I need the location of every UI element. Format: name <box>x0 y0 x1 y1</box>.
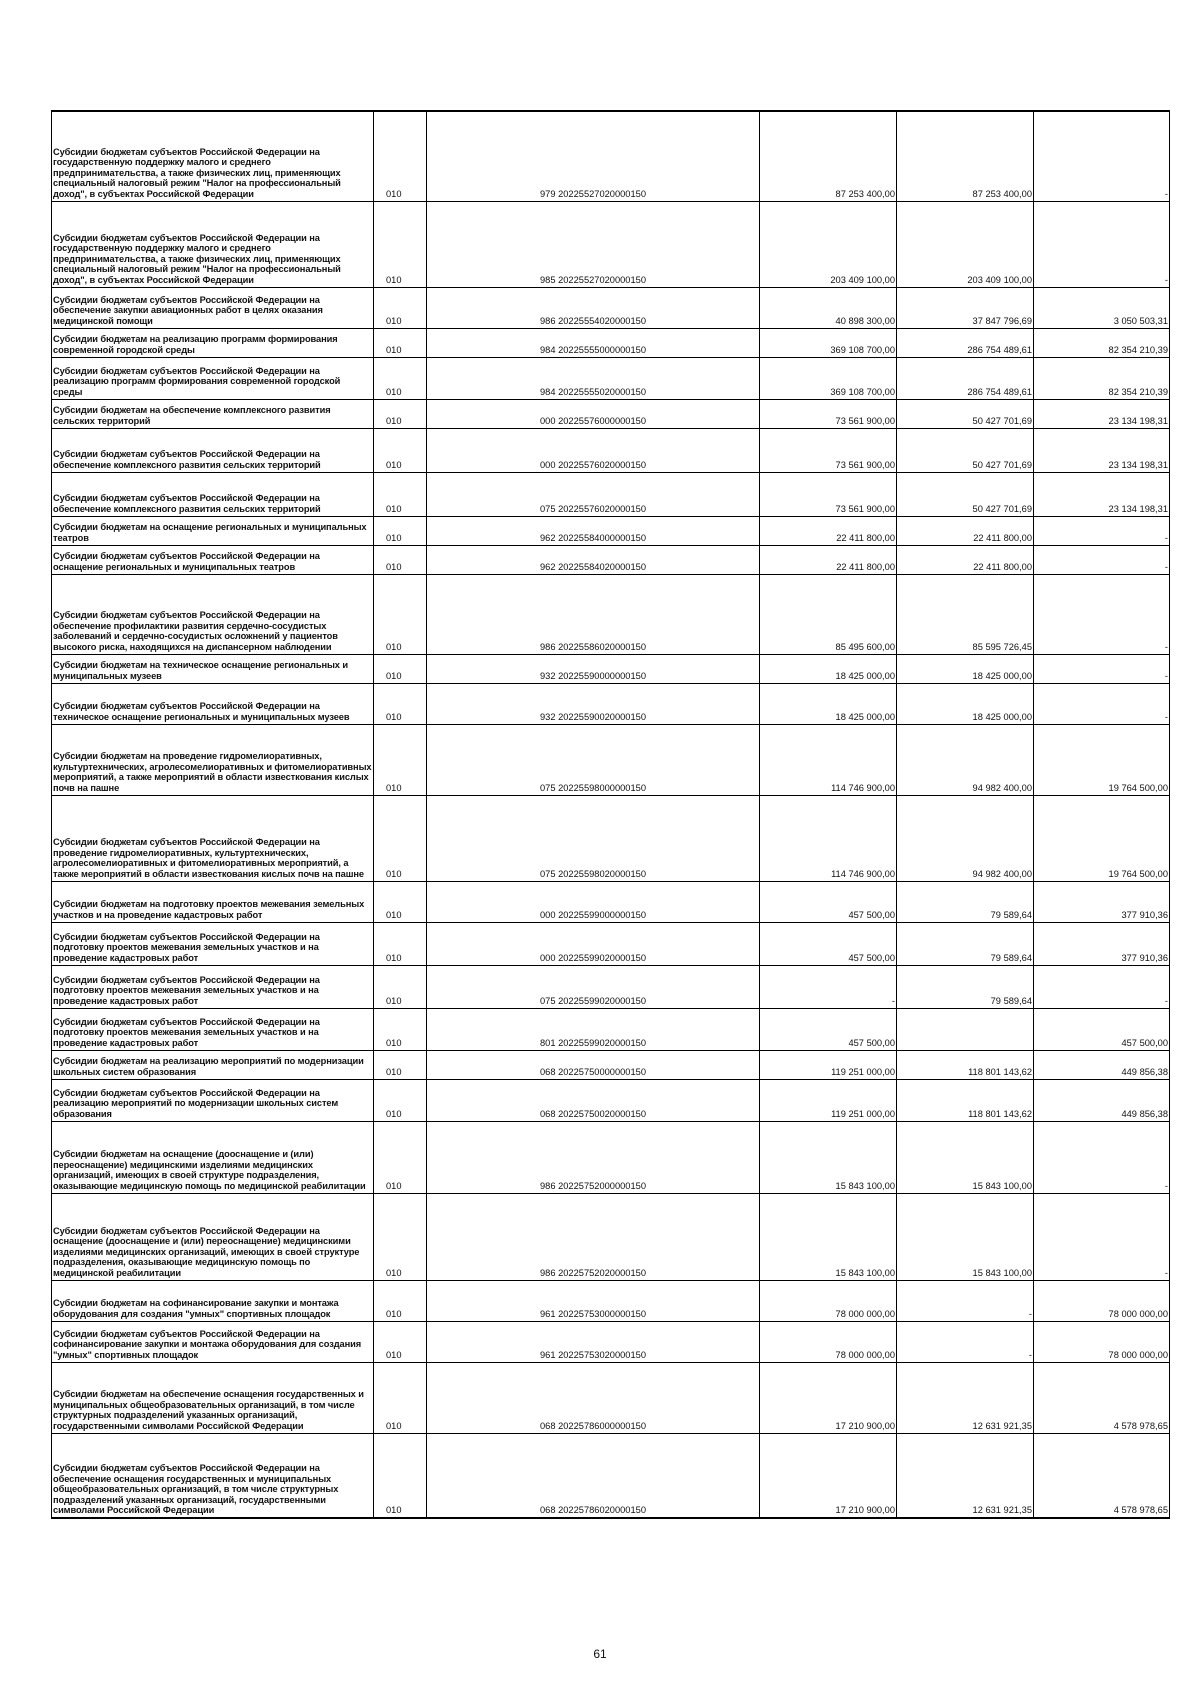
row-description: Субсидии бюджетам на обеспечение комплексного развития сельских территорий <box>52 399 374 428</box>
row-executed-amount <box>897 1008 1034 1050</box>
row-executed-amount: 22 411 800,00 <box>897 516 1034 545</box>
row-unexecuted-amount: - <box>1034 1121 1170 1193</box>
row-unexecuted-amount: - <box>1034 574 1170 654</box>
row-unexecuted-amount: 78 000 000,00 <box>1034 1321 1170 1362</box>
row-description: Субсидии бюджетам субъектов Российской Федерации на обеспечение комплексного развития сельских территорий <box>52 472 374 516</box>
row-description: Субсидии бюджетам субъектов Российской Федерации на обеспечение закупки авиационных работ в целях оказания медицинской помощи <box>52 287 374 328</box>
table-row <box>52 965 1170 1008</box>
row-approved-amount: 22 411 800,00 <box>760 545 897 574</box>
table-row <box>52 328 1170 357</box>
table-row <box>52 1008 1170 1050</box>
row-executed-amount: 94 982 400,00 <box>897 724 1034 795</box>
table-row <box>52 724 1170 795</box>
page-number: 61 <box>593 1647 607 1661</box>
table-row <box>52 399 1170 428</box>
row-description: Субсидии бюджетам субъектов Российской Федерации на подготовку проектов межевания земельных участков и на проведение кадастровых работ <box>52 965 374 1008</box>
row-executed-amount: 286 754 489,61 <box>897 328 1034 357</box>
row-unexecuted-amount: 377 910,36 <box>1034 922 1170 965</box>
row-executed-amount: 15 843 100,00 <box>897 1121 1034 1193</box>
row-budget-code: 986 20225554020000150 <box>427 287 760 328</box>
row-line-code: 010 <box>374 545 427 574</box>
row-description: Субсидии бюджетам субъектов Российской Федерации на государственную поддержку малого и среднего предпринимательства, а также физических лиц, применяющих специальный налоговый режим "Налог на профессиональный доход", в субъектах Российской Федерации <box>52 111 374 201</box>
row-line-code: 010 <box>374 328 427 357</box>
row-line-code: 010 <box>374 574 427 654</box>
row-executed-amount: 94 982 400,00 <box>897 795 1034 881</box>
row-budget-code: 985 20225527020000150 <box>427 201 760 287</box>
row-unexecuted-amount: 457 500,00 <box>1034 1008 1170 1050</box>
row-approved-amount: 15 843 100,00 <box>760 1193 897 1280</box>
row-budget-code: 962 20225584020000150 <box>427 545 760 574</box>
row-approved-amount: 457 500,00 <box>760 922 897 965</box>
row-approved-amount: 78 000 000,00 <box>760 1321 897 1362</box>
row-description: Субсидии бюджетам на проведение гидромелиоративных, культуртехнических, агролесомелиоративных и фитомелиоративных мероприятий, а также мероприятий в области известкования кислых почв на пашне <box>52 724 374 795</box>
row-executed-amount: 118 801 143,62 <box>897 1079 1034 1121</box>
row-executed-amount: 12 631 921,35 <box>897 1433 1034 1518</box>
table-row <box>52 357 1170 399</box>
row-approved-amount: 73 561 900,00 <box>760 399 897 428</box>
table-row <box>52 1433 1170 1518</box>
row-line-code: 010 <box>374 472 427 516</box>
row-unexecuted-amount: 82 354 210,39 <box>1034 357 1170 399</box>
row-line-code: 010 <box>374 1362 427 1433</box>
row-budget-code: 075 20225598000000150 <box>427 724 760 795</box>
row-approved-amount: 457 500,00 <box>760 881 897 922</box>
row-approved-amount: 73 561 900,00 <box>760 472 897 516</box>
table-row <box>52 1050 1170 1079</box>
row-approved-amount: 85 495 600,00 <box>760 574 897 654</box>
table-row <box>52 1193 1170 1280</box>
table-row <box>52 881 1170 922</box>
table-row <box>52 428 1170 472</box>
row-description: Субсидии бюджетам на софинансирование закупки и монтажа оборудования для создания "умных" спортивных площадок <box>52 1280 374 1321</box>
row-unexecuted-amount: - <box>1034 654 1170 683</box>
row-approved-amount: 22 411 800,00 <box>760 516 897 545</box>
row-description: Субсидии бюджетам субъектов Российской Федерации на оснащение региональных и муниципальных театров <box>52 545 374 574</box>
row-unexecuted-amount: 78 000 000,00 <box>1034 1280 1170 1321</box>
row-executed-amount: 79 589,64 <box>897 965 1034 1008</box>
row-line-code: 010 <box>374 1280 427 1321</box>
row-approved-amount: 457 500,00 <box>760 1008 897 1050</box>
row-description: Субсидии бюджетам субъектов Российской Федерации на обеспечение комплексного развития сельских территорий <box>52 428 374 472</box>
row-executed-amount: - <box>897 1280 1034 1321</box>
row-description: Субсидии бюджетам субъектов Российской Федерации на реализацию мероприятий по модернизации школьных систем образования <box>52 1079 374 1121</box>
row-approved-amount: 73 561 900,00 <box>760 428 897 472</box>
table-row <box>52 1121 1170 1193</box>
row-approved-amount: 40 898 300,00 <box>760 287 897 328</box>
row-unexecuted-amount: - <box>1034 111 1170 201</box>
row-description: Субсидии бюджетам на подготовку проектов межевания земельных участков и на проведение кадастровых работ <box>52 881 374 922</box>
row-description: Субсидии бюджетам субъектов Российской Федерации на государственную поддержку малого и среднего предпринимательства, а также физических лиц, применяющих специальный налоговый режим "Налог на профессиональный доход", в субъектах Российской Федерации <box>52 201 374 287</box>
row-line-code: 010 <box>374 516 427 545</box>
row-unexecuted-amount: - <box>1034 545 1170 574</box>
row-approved-amount: 18 425 000,00 <box>760 654 897 683</box>
row-budget-code: 986 20225752000000150 <box>427 1121 760 1193</box>
row-unexecuted-amount: - <box>1034 965 1170 1008</box>
row-line-code: 010 <box>374 399 427 428</box>
row-unexecuted-amount: - <box>1034 683 1170 724</box>
row-budget-code: 932 20225590000000150 <box>427 654 760 683</box>
table-body <box>52 111 1170 1518</box>
row-budget-code: 068 20225786020000150 <box>427 1433 760 1518</box>
row-line-code: 010 <box>374 724 427 795</box>
row-executed-amount: 118 801 143,62 <box>897 1050 1034 1079</box>
row-unexecuted-amount: 23 134 198,31 <box>1034 472 1170 516</box>
row-line-code: 010 <box>374 881 427 922</box>
table-row <box>52 1362 1170 1433</box>
row-executed-amount: 50 427 701,69 <box>897 428 1034 472</box>
table-row <box>52 1321 1170 1362</box>
row-budget-code: 986 20225752020000150 <box>427 1193 760 1280</box>
row-line-code: 010 <box>374 965 427 1008</box>
table-row <box>52 1280 1170 1321</box>
row-unexecuted-amount: - <box>1034 201 1170 287</box>
row-description: Субсидии бюджетам субъектов Российской Федерации на софинансирование закупки и монтажа оборудования для создания "умных" спортивных площадок <box>52 1321 374 1362</box>
row-approved-amount: 369 108 700,00 <box>760 357 897 399</box>
row-budget-code: 801 20225599020000150 <box>427 1008 760 1050</box>
table-row <box>52 516 1170 545</box>
row-budget-code: 984 20225555000000150 <box>427 328 760 357</box>
row-unexecuted-amount: 4 578 978,65 <box>1034 1362 1170 1433</box>
row-approved-amount: 203 409 100,00 <box>760 201 897 287</box>
row-line-code: 010 <box>374 1050 427 1079</box>
row-budget-code: 932 20225590020000150 <box>427 683 760 724</box>
row-executed-amount: 12 631 921,35 <box>897 1362 1034 1433</box>
row-budget-code: 068 20225750020000150 <box>427 1079 760 1121</box>
row-description: Субсидии бюджетам на реализацию мероприятий по модернизации школьных систем образования <box>52 1050 374 1079</box>
row-line-code: 010 <box>374 1193 427 1280</box>
row-unexecuted-amount: - <box>1034 1193 1170 1280</box>
row-approved-amount: 78 000 000,00 <box>760 1280 897 1321</box>
row-budget-code: 068 20225786000000150 <box>427 1362 760 1433</box>
row-line-code: 010 <box>374 654 427 683</box>
row-executed-amount: 18 425 000,00 <box>897 683 1034 724</box>
row-unexecuted-amount: 19 764 500,00 <box>1034 724 1170 795</box>
row-executed-amount: 22 411 800,00 <box>897 545 1034 574</box>
row-description: Субсидии бюджетам на техническое оснащение региональных и муниципальных музеев <box>52 654 374 683</box>
row-line-code: 010 <box>374 428 427 472</box>
row-unexecuted-amount: 449 856,38 <box>1034 1079 1170 1121</box>
row-approved-amount: 18 425 000,00 <box>760 683 897 724</box>
row-description: Субсидии бюджетам на оснащение региональных и муниципальных театров <box>52 516 374 545</box>
row-approved-amount: 17 210 900,00 <box>760 1433 897 1518</box>
table-row <box>52 201 1170 287</box>
row-executed-amount: 18 425 000,00 <box>897 654 1034 683</box>
row-budget-code: 000 20225576000000150 <box>427 399 760 428</box>
row-unexecuted-amount: 377 910,36 <box>1034 881 1170 922</box>
table-row <box>52 922 1170 965</box>
row-budget-code: 962 20225584000000150 <box>427 516 760 545</box>
row-budget-code: 000 20225599000000150 <box>427 881 760 922</box>
table-row <box>52 795 1170 881</box>
row-unexecuted-amount: 23 134 198,31 <box>1034 428 1170 472</box>
row-unexecuted-amount: 19 764 500,00 <box>1034 795 1170 881</box>
row-approved-amount: 369 108 700,00 <box>760 328 897 357</box>
row-line-code: 010 <box>374 287 427 328</box>
budget-table <box>51 110 1170 1519</box>
table-row <box>52 111 1170 201</box>
row-budget-code: 986 20225586020000150 <box>427 574 760 654</box>
row-unexecuted-amount: 3 050 503,31 <box>1034 287 1170 328</box>
row-executed-amount: 37 847 796,69 <box>897 287 1034 328</box>
table-row <box>52 287 1170 328</box>
row-executed-amount: - <box>897 1321 1034 1362</box>
table-row <box>52 654 1170 683</box>
row-description: Субсидии бюджетам субъектов Российской Федерации на проведение гидромелиоративных, культуртехнических, агролесомелиоративных и фитомелиоративных мероприятий, а также мероприятий в области известкования кислых почв на пашне <box>52 795 374 881</box>
row-line-code: 010 <box>374 1008 427 1050</box>
row-unexecuted-amount: - <box>1034 516 1170 545</box>
row-approved-amount: - <box>760 965 897 1008</box>
row-unexecuted-amount: 82 354 210,39 <box>1034 328 1170 357</box>
row-executed-amount: 85 595 726,45 <box>897 574 1034 654</box>
row-description: Субсидии бюджетам на оснащение (дооснащение и (или) переоснащение) медицинскими изделиями медицинских организаций, имеющих в своей структуре подразделения, оказывающие медицинскую помощь по медицинской реабилитации <box>52 1121 374 1193</box>
row-line-code: 010 <box>374 111 427 201</box>
row-executed-amount: 286 754 489,61 <box>897 357 1034 399</box>
row-budget-code: 075 20225598020000150 <box>427 795 760 881</box>
row-line-code: 010 <box>374 1079 427 1121</box>
row-budget-code: 979 20225527020000150 <box>427 111 760 201</box>
row-executed-amount: 87 253 400,00 <box>897 111 1034 201</box>
table-row <box>52 545 1170 574</box>
table-row <box>52 574 1170 654</box>
row-description: Субсидии бюджетам субъектов Российской Федерации на обеспечение профилактики развития сердечно-сосудистых заболеваний и сердечно-сосудистых осложнений у пациентов высокого риска, находящихся на диспансерном наблюдении <box>52 574 374 654</box>
row-budget-code: 068 20225750000000150 <box>427 1050 760 1079</box>
row-budget-code: 984 20225555020000150 <box>427 357 760 399</box>
row-unexecuted-amount: 449 856,38 <box>1034 1050 1170 1079</box>
row-description: Субсидии бюджетам субъектов Российской Федерации на реализацию программ формирования современной городской среды <box>52 357 374 399</box>
row-budget-code: 961 20225753000000150 <box>427 1280 760 1321</box>
row-line-code: 010 <box>374 201 427 287</box>
row-executed-amount: 50 427 701,69 <box>897 472 1034 516</box>
row-description: Субсидии бюджетам субъектов Российской Федерации на оснащение (дооснащение и (или) переоснащение) медицинскими изделиями медицинских организаций, имеющих в своей структуре подразделения, оказывающие медицинскую помощь по медицинской реабилитации <box>52 1193 374 1280</box>
row-line-code: 010 <box>374 922 427 965</box>
row-budget-code: 000 20225599020000150 <box>427 922 760 965</box>
row-line-code: 010 <box>374 1321 427 1362</box>
row-budget-code: 000 20225576020000150 <box>427 428 760 472</box>
row-unexecuted-amount: 4 578 978,65 <box>1034 1433 1170 1518</box>
table-row <box>52 683 1170 724</box>
row-budget-code: 075 20225599020000150 <box>427 965 760 1008</box>
row-unexecuted-amount: 23 134 198,31 <box>1034 399 1170 428</box>
row-line-code: 010 <box>374 795 427 881</box>
row-approved-amount: 119 251 000,00 <box>760 1050 897 1079</box>
row-approved-amount: 114 746 900,00 <box>760 724 897 795</box>
row-approved-amount: 15 843 100,00 <box>760 1121 897 1193</box>
row-executed-amount: 203 409 100,00 <box>897 201 1034 287</box>
row-budget-code: 075 20225576020000150 <box>427 472 760 516</box>
table-row <box>52 1079 1170 1121</box>
row-line-code: 010 <box>374 1433 427 1518</box>
row-executed-amount: 79 589,64 <box>897 881 1034 922</box>
row-approved-amount: 17 210 900,00 <box>760 1362 897 1433</box>
row-line-code: 010 <box>374 1121 427 1193</box>
row-description: Субсидии бюджетам на обеспечение оснащения государственных и муниципальных общеобразовательных организаций, в том числе структурных подразделений указанных организаций, государственными символами Российской Федерации <box>52 1362 374 1433</box>
row-approved-amount: 87 253 400,00 <box>760 111 897 201</box>
row-line-code: 010 <box>374 357 427 399</box>
row-description: Субсидии бюджетам субъектов Российской Федерации на техническое оснащение региональных и муниципальных музеев <box>52 683 374 724</box>
table-row <box>52 472 1170 516</box>
row-executed-amount: 79 589,64 <box>897 922 1034 965</box>
row-executed-amount: 15 843 100,00 <box>897 1193 1034 1280</box>
row-line-code: 010 <box>374 683 427 724</box>
row-description: Субсидии бюджетам субъектов Российской Федерации на подготовку проектов межевания земельных участков и на проведение кадастровых работ <box>52 922 374 965</box>
row-executed-amount: 50 427 701,69 <box>897 399 1034 428</box>
row-approved-amount: 119 251 000,00 <box>760 1079 897 1121</box>
row-description: Субсидии бюджетам субъектов Российской Федерации на подготовку проектов межевания земельных участков и на проведение кадастровых работ <box>52 1008 374 1050</box>
row-description: Субсидии бюджетам на реализацию программ формирования современной городской среды <box>52 328 374 357</box>
row-approved-amount: 114 746 900,00 <box>760 795 897 881</box>
row-description: Субсидии бюджетам субъектов Российской Федерации на обеспечение оснащения государственных и муниципальных общеобразовательных организаций, в том числе структурных подразделений указанных организаций, государственными символами Российской Федерации <box>52 1433 374 1518</box>
row-budget-code: 961 20225753020000150 <box>427 1321 760 1362</box>
